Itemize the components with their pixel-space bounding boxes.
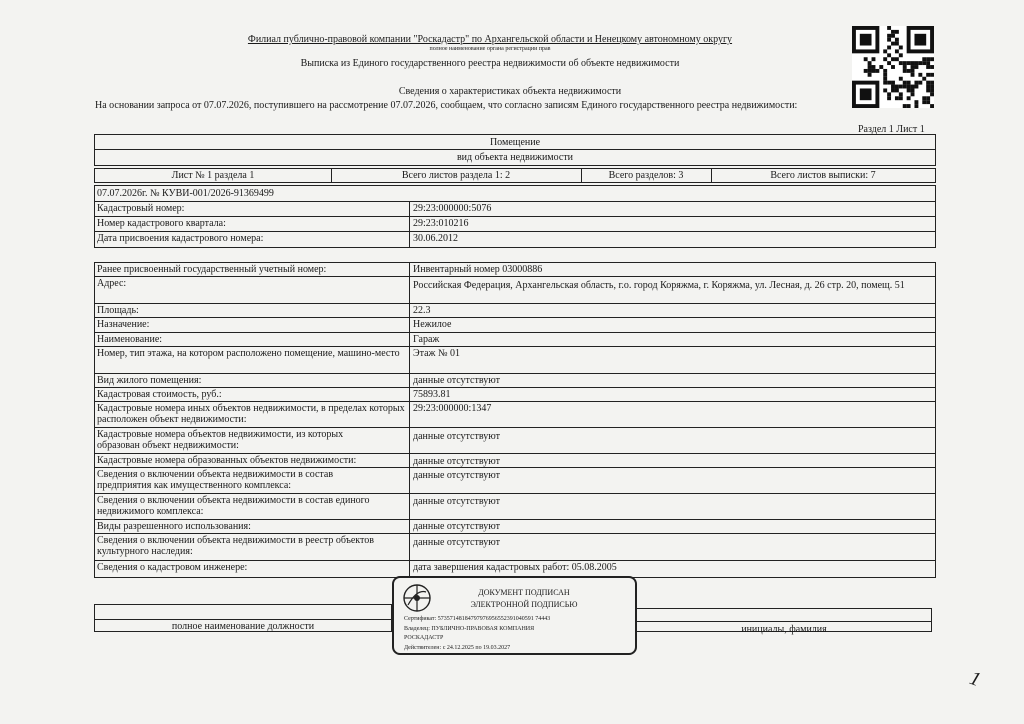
stamp-owner: Владелец: ПУБЛИЧНО-ПРАВОВАЯ КОМПАНИЯ (404, 626, 535, 632)
row-prior-number-label: Ранее присвоенный государственный учетный номер: (97, 264, 327, 275)
row-heritage-label: Сведения о включении объекта недвижимости в реестр объектов культурного наследия: (97, 535, 374, 557)
qr-code (852, 26, 934, 108)
cadastral-quarter-label: Номер кадастрового квартала: (97, 218, 226, 229)
e-signature-stamp (392, 576, 637, 655)
cadastral-quarter-value: 29:23:010216 (413, 218, 469, 229)
assignment-date-value: 30.06.2012 (413, 233, 458, 244)
name-caption: инициалы, фамилия (741, 624, 827, 635)
document-title: Выписка из Единого государственного реестра недвижимости об объекте недвижимости (300, 58, 680, 69)
stamp-validity: Действителен: с 24.12.2025 по 19.03.2027 (404, 645, 511, 651)
branch-caption: полное наименование органа регистрации прав (429, 46, 551, 52)
row-heritage-value: данные отсутствуют (413, 537, 500, 548)
stamp-line2: ЭЛЕКТРОННОЙ ПОДПИСЬЮ (470, 600, 578, 609)
row-formed-objects-label: Кадастровые номера образованных объектов недвижимости: (97, 455, 357, 466)
row-address-label: Адрес: (97, 278, 127, 289)
total-sections: Всего разделов: 3 (608, 170, 684, 181)
total-sheets: Всего листов выписки: 7 (770, 170, 876, 181)
row-address-value: Российская Федерация, Архангельская область, г.о. город Коряжма, г. Коряжма, ул. Лесная, д. 26 стр. 20, помещ. 51 (413, 280, 905, 291)
row-parent-objects-value: 29:23:000000:1347 (413, 403, 492, 414)
document-subtitle: Сведения о характеристиках объекта недвижимости (398, 86, 622, 97)
cadastral-number-value: 29:23:000000:5076 (413, 203, 492, 214)
cadastral-number-label: Кадастровый номер: (97, 203, 185, 214)
row-area-value: 22.3 (413, 305, 431, 316)
emblem-icon (402, 583, 432, 613)
section-ref: Раздел 1 Лист 1 (858, 124, 925, 135)
row-formed-objects-value: данные отсутствуют (413, 456, 500, 467)
cadastral-block (94, 185, 936, 248)
page-mark: 1 (966, 666, 984, 692)
row-engineer-value: дата завершения кадастровых работ: 05.08.2005 (413, 562, 617, 573)
position-caption: полное наименование должности (171, 621, 315, 632)
row-residential-type-label: Вид жилого помещения: (97, 375, 202, 386)
row-engineer-label: Сведения о кадастровом инженере: (97, 562, 248, 573)
sheet-info-row (94, 168, 936, 183)
row-floor-label: Номер, тип этажа, на котором расположено помещение, машино-место (97, 348, 400, 359)
request-basis: На основании запроса от 07.07.2026, поступившего на рассмотрение 07.07.2026, сообщаем, что согласно записям Единого государственного реестра недвижимости: (95, 100, 798, 111)
row-cadastral-value-label: Кадастровая стоимость, руб.: (97, 389, 222, 400)
branch-name: Филиал публично-правовой компании "Роскадастр" по Архангельской области и Ненецкому автономному округу (247, 34, 733, 45)
row-source-objects-label: Кадастровые номера объектов недвижимости, из которых образован объект недвижимости: (97, 429, 344, 451)
row-floor-value: Этаж № 01 (413, 348, 460, 359)
row-prior-number-value: Инвентарный номер 03000886 (413, 264, 543, 275)
row-residential-type-value: данные отсутствуют (413, 375, 500, 386)
attributes-table (94, 262, 936, 578)
row-source-objects-value: данные отсутствуют (413, 431, 500, 442)
row-name-value: Гараж (413, 334, 440, 345)
row-complex-value: данные отсутствуют (413, 496, 500, 507)
object-type: Помещение (489, 137, 541, 148)
row-permitted-use-value: данные отсутствуют (413, 521, 500, 532)
row-enterprise-value: данные отсутствуют (413, 470, 500, 481)
row-enterprise-label: Сведения о включении объекта недвижимости в состав предприятия как имущественного комплекса: (97, 469, 334, 491)
row-cadastral-value-value: 75893.81 (413, 389, 451, 400)
total-sheets-section: Всего листов раздела 1: 2 (401, 170, 511, 181)
stamp-certificate: Сертификат: 57357148184797976956552391040591 74443 (404, 616, 551, 622)
row-purpose-label: Назначение: (97, 319, 150, 330)
object-type-box (94, 134, 936, 166)
sheet-number: Лист № 1 раздела 1 (171, 170, 255, 181)
row-permitted-use-label: Виды разрешенного использования: (97, 521, 251, 532)
document-number: 07.07.2026г. № КУВИ-001/2026-91369499 (97, 188, 274, 199)
stamp-line1: ДОКУМЕНТ ПОДПИСАН (478, 588, 570, 597)
row-area-label: Площадь: (97, 305, 139, 316)
assignment-date-label: Дата присвоения кадастрового номера: (97, 233, 264, 244)
row-purpose-value: Нежилое (413, 319, 452, 330)
row-parent-objects-label: Кадастровые номера иных объектов недвижимости, в пределах которых расположен объект недвижимости: (97, 403, 405, 425)
row-name-label: Наименование: (97, 334, 163, 345)
object-type-caption: вид объекта недвижимости (456, 152, 574, 163)
stamp-owner-2: РОСКАДАСТР (404, 635, 444, 641)
row-complex-label: Сведения о включении объекта недвижимости в состав единого недвижимого комплекса: (97, 495, 370, 517)
